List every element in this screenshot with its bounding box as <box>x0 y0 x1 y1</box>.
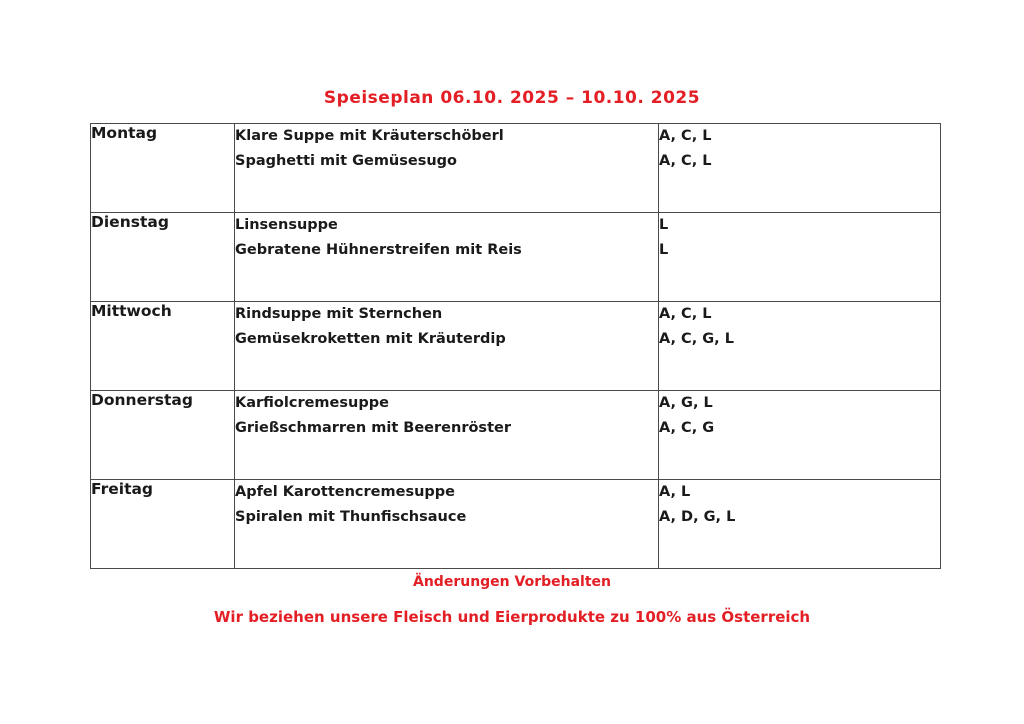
meal-line-2: Gebratene Hühnerstreifen mit Reis <box>235 242 522 258</box>
allergen-line-1: A, G, L <box>659 395 713 411</box>
table-row <box>91 124 941 213</box>
allergens-cell <box>659 213 941 302</box>
meals-cell <box>235 391 659 480</box>
meals-cell <box>235 213 659 302</box>
meals-cell <box>235 302 659 391</box>
allergen-line-2: L <box>659 242 669 258</box>
meal-line-2: Grießschmarren mit Beerenröster <box>235 420 511 436</box>
meal-line-1: Klare Suppe mit Kräuterschöberl <box>235 128 504 144</box>
day-label: Dienstag <box>91 213 235 302</box>
meal-line-1: Linsensuppe <box>235 217 338 233</box>
menu-table-body <box>91 124 941 569</box>
allergen-line-2: A, C, L <box>659 153 712 169</box>
day-label: Freitag <box>91 480 235 569</box>
allergen-line-2: A, C, G <box>659 420 715 436</box>
table-row <box>91 480 941 569</box>
allergen-line-2: A, C, G, L <box>659 331 734 347</box>
meal-line-2: Spiralen mit Thunfischsauce <box>235 509 467 525</box>
allergens-cell <box>659 124 941 213</box>
meal-line-1: Apfel Karottencremesuppe <box>235 484 455 500</box>
meal-line-2: Gemüsekroketten mit Kräuterdip <box>235 331 506 347</box>
day-label: Donnerstag <box>91 391 235 480</box>
meals-cell <box>235 480 659 569</box>
allergens-cell <box>659 480 941 569</box>
meal-plan-table <box>90 123 941 569</box>
day-label: Montag <box>91 124 235 213</box>
meal-line-1: Rindsuppe mit Sternchen <box>235 306 443 322</box>
meal-line-1: Karfiolcremesuppe <box>235 395 389 411</box>
allergens-cell <box>659 302 941 391</box>
allergen-line-1: A, C, L <box>659 128 712 144</box>
table-row <box>91 391 941 480</box>
meals-cell <box>235 124 659 213</box>
table-row <box>91 302 941 391</box>
page-title: Speiseplan 06.10. 2025 – 10.10. 2025 <box>323 88 701 108</box>
day-label: Mittwoch <box>91 302 235 391</box>
allergens-cell <box>659 391 941 480</box>
meal-line-2: Spaghetti mit Gemüsesugo <box>235 153 458 169</box>
allergen-line-2: A, D, G, L <box>659 509 736 525</box>
allergen-line-1: A, C, L <box>659 306 712 322</box>
footer-note-origin: Wir beziehen unsere Fleisch und Eierprodukte zu 100% aus Österreich <box>213 608 811 626</box>
table-row <box>91 213 941 302</box>
allergen-line-1: L <box>659 217 669 233</box>
allergen-line-1: A, L <box>659 484 691 500</box>
footer-note-changes: Änderungen Vorbehalten <box>413 574 611 590</box>
